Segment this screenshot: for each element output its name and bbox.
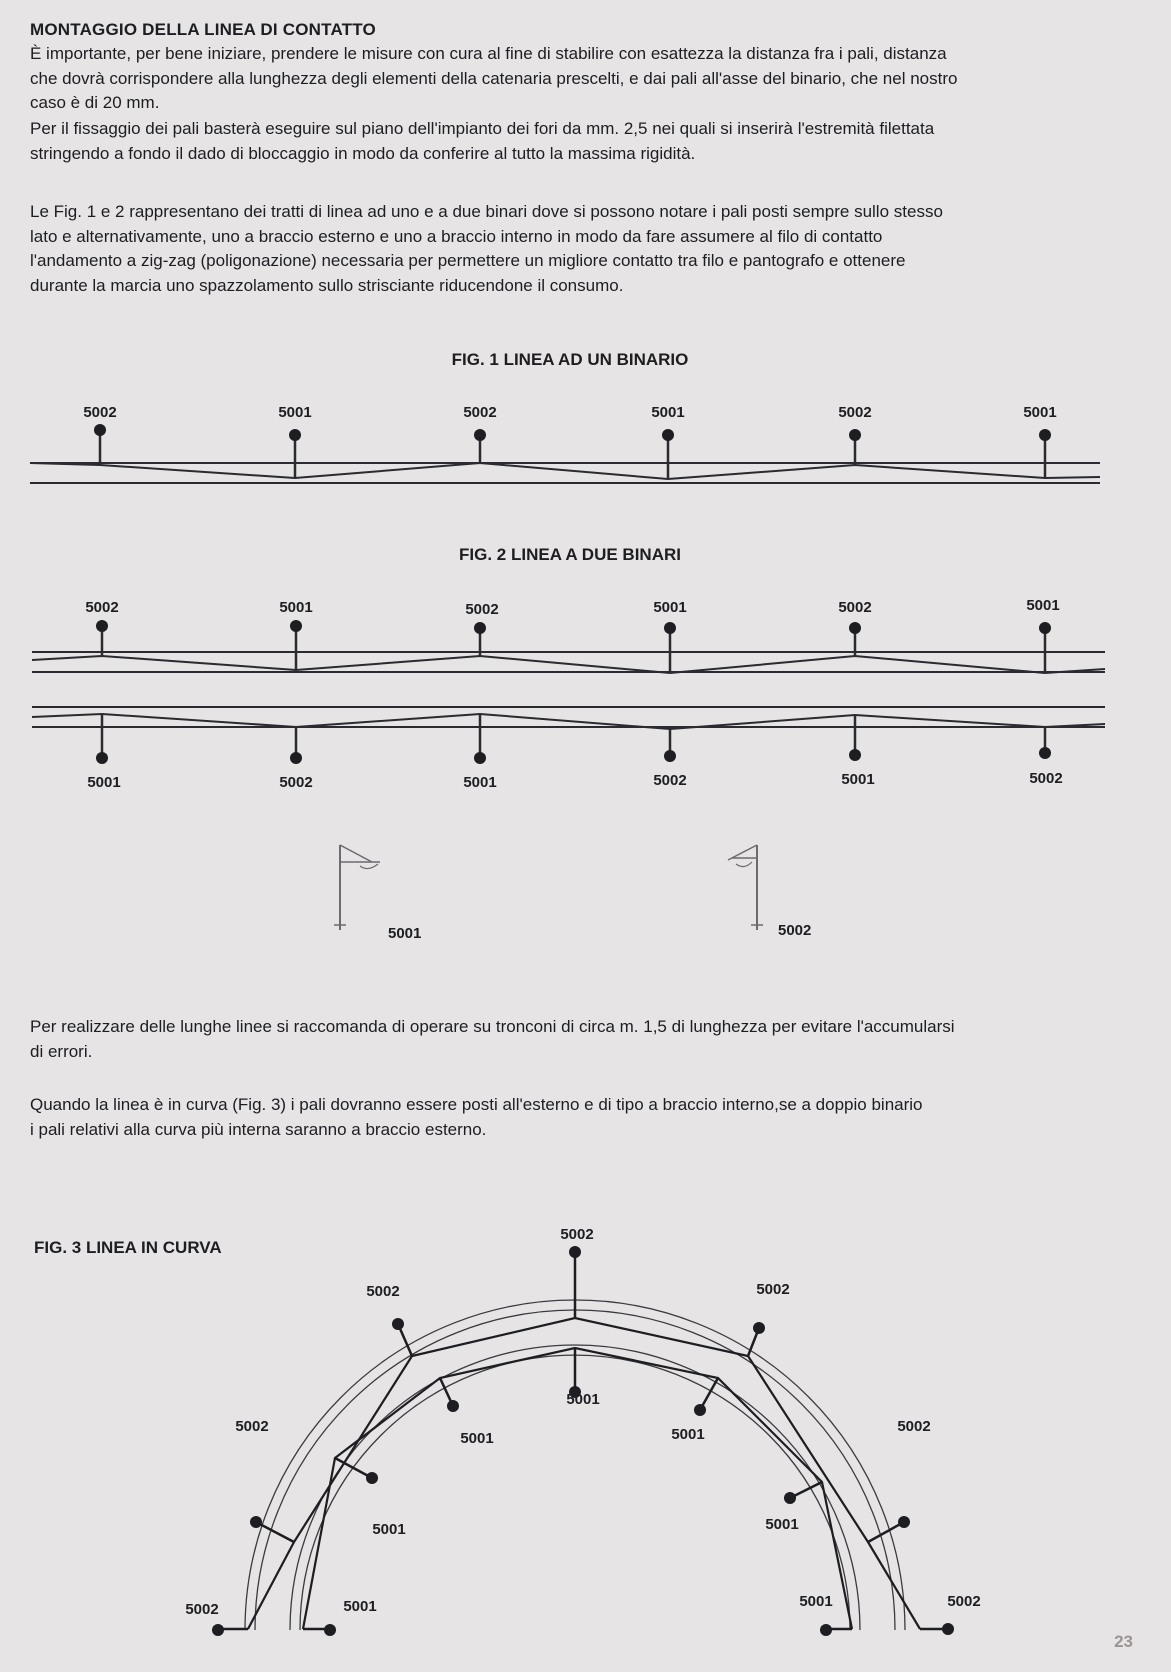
text-line: Per il fissaggio dei pali basterà eseguire sul piano dell'impianto dei fori da mm. 2,5 nei quali si inserirà l'estremità filettata (30, 119, 935, 138)
pole-label: 5001 (87, 774, 121, 791)
pole-5002 (560, 1226, 593, 1318)
pole-5002 (920, 1593, 981, 1635)
pole-5001 (335, 1458, 406, 1538)
pole-label: 5002 (279, 774, 313, 791)
pole-5002 (83, 404, 116, 465)
pole-label: 5002 (85, 599, 119, 616)
pole-label: 5001 (278, 404, 312, 421)
pole-5001 (440, 1378, 494, 1447)
text-line: che dovrà corrispondere alla lunghezza degli elementi della catenaria prescelti, e dai pali all'asse del binario, che nel nostro (30, 68, 958, 88)
pole-5002 (235, 1418, 294, 1542)
pole-label: 5001 (1026, 597, 1060, 614)
pole-5002 (838, 404, 871, 465)
pole-5001 (303, 1598, 377, 1636)
pole-5002 (185, 1601, 248, 1636)
pole-5001 (841, 715, 874, 788)
fig3-diagram (0, 1220, 1171, 1660)
pole-5002 (465, 601, 498, 656)
pole-label: 5001 (460, 1430, 494, 1447)
long-lines-paragraph (30, 1015, 1110, 1064)
text-line: caso è di 20 mm. (30, 93, 160, 112)
pole-5002-sketch (728, 845, 811, 939)
pole-label: 5001 (841, 771, 875, 788)
pole-5002 (1029, 727, 1062, 787)
text-line: lato e alternativamente, uno a braccio esterno e uno a braccio interno in modo da fare assumere al filo di contatto (30, 226, 883, 246)
page-title: MONTAGGIO DELLA LINEA DI CONTATTO (30, 20, 376, 39)
pole-label: 5001 (653, 599, 687, 616)
pole-5001 (1026, 597, 1059, 673)
text-line: stringendo a fondo il dado di bloccaggio in modo da conferire al tutto la massima rigidità. (30, 143, 696, 163)
pole-label: 5001 (566, 1391, 600, 1408)
fixing-paragraph (30, 117, 1110, 166)
text-line: È importante, per bene iniziare, prendere le misure con cura al fine di stabilire con esattezza la distanza fra i pali, distanza (30, 44, 947, 63)
pole-5002 (279, 727, 312, 791)
pole-5001 (671, 1378, 718, 1443)
fig2-diagram (0, 590, 1171, 795)
pole-label: 5001 (343, 1598, 377, 1615)
pole-type-label: 5002 (778, 922, 812, 939)
pole-5002 (85, 599, 118, 656)
pole-5001 (278, 404, 311, 478)
pole-5002 (653, 729, 686, 789)
pole-label: 5001 (372, 1521, 406, 1538)
pole-label: 5002 (756, 1281, 790, 1298)
text-line: l'andamento a zig-zag (poligonazione) necessaria per permettere un migliore contatto tra filo e pantografo e ottenere (30, 251, 906, 270)
pole-label: 5002 (235, 1418, 269, 1435)
pole-label: 5001 (1023, 404, 1057, 421)
pole-label: 5001 (671, 1426, 705, 1443)
pole-label: 5002 (653, 772, 687, 789)
pole-5001 (653, 599, 686, 673)
pole-label: 5002 (560, 1226, 594, 1243)
text-line: Le Fig. 1 e 2 rappresentano dei tratti di linea ad uno e a due binari dove si possono notare i pali posti sempre sullo stesso (30, 202, 943, 221)
pole-label: 5001 (799, 1593, 833, 1610)
pole-5001 (566, 1348, 599, 1408)
intro-paragraph (30, 42, 1110, 116)
pole-5001 (799, 1593, 852, 1636)
pole-label: 5002 (463, 404, 497, 421)
fig3-title: FIG. 3 LINEA IN CURVA (34, 1238, 222, 1257)
pole-label: 5002 (465, 601, 499, 618)
contact-wire (30, 463, 1100, 479)
pole-label: 5001 (765, 1516, 799, 1533)
contact-wire (32, 656, 1105, 673)
pole-5001 (87, 714, 120, 791)
pole-type-label: 5001 (388, 925, 422, 942)
pole-label: 5002 (897, 1418, 931, 1435)
pole-label: 5002 (1029, 770, 1063, 787)
pole-5002 (838, 599, 871, 656)
pole-5001 (463, 714, 496, 791)
text-line: Quando la linea è in curva (Fig. 3) i pali dovranno essere posti all'esterno e di tipo a braccio interno,se a doppio binario (30, 1095, 923, 1114)
figures-paragraph (30, 200, 1110, 298)
pole-5002 (748, 1281, 790, 1356)
fig1-diagram (0, 395, 1171, 495)
pole-label: 5002 (838, 404, 872, 421)
pole-label: 5002 (838, 599, 872, 616)
text-line: Per realizzare delle lunghe linee si raccomanda di operare su tronconi di circa m. 1,5 di lunghezza per evitare l'accumularsi (30, 1017, 955, 1036)
pole-label: 5002 (83, 404, 117, 421)
pole-5001 (279, 599, 312, 670)
fig1-title: FIG. 1 LINEA AD UN BINARIO (451, 350, 689, 369)
pole-label: 5001 (279, 599, 313, 616)
text-line: di errori. (30, 1041, 93, 1061)
pole-5002 (366, 1283, 412, 1356)
text-line: durante la marcia uno spazzolamento sullo strisciante riducendone il consumo. (30, 275, 624, 295)
pole-label: 5002 (185, 1601, 219, 1618)
pole-label: 5001 (651, 404, 685, 421)
pole-label: 5001 (463, 774, 497, 791)
fig2-title: FIG. 2 LINEA A DUE BINARI (459, 545, 681, 564)
curve-paragraph (30, 1093, 1110, 1142)
text-line: i pali relativi alla curva più interna saranno a braccio esterno. (30, 1119, 487, 1139)
pole-5001 (765, 1482, 822, 1533)
pole-label: 5002 (366, 1283, 400, 1300)
page-number: 23 (1114, 1632, 1133, 1651)
pole-5002 (463, 404, 496, 463)
pole-5001-sketch (334, 845, 421, 942)
pole-label: 5002 (947, 1593, 981, 1610)
pole-5001 (1023, 404, 1056, 478)
pole-types-legend (0, 840, 1171, 950)
pole-5001 (651, 404, 684, 479)
